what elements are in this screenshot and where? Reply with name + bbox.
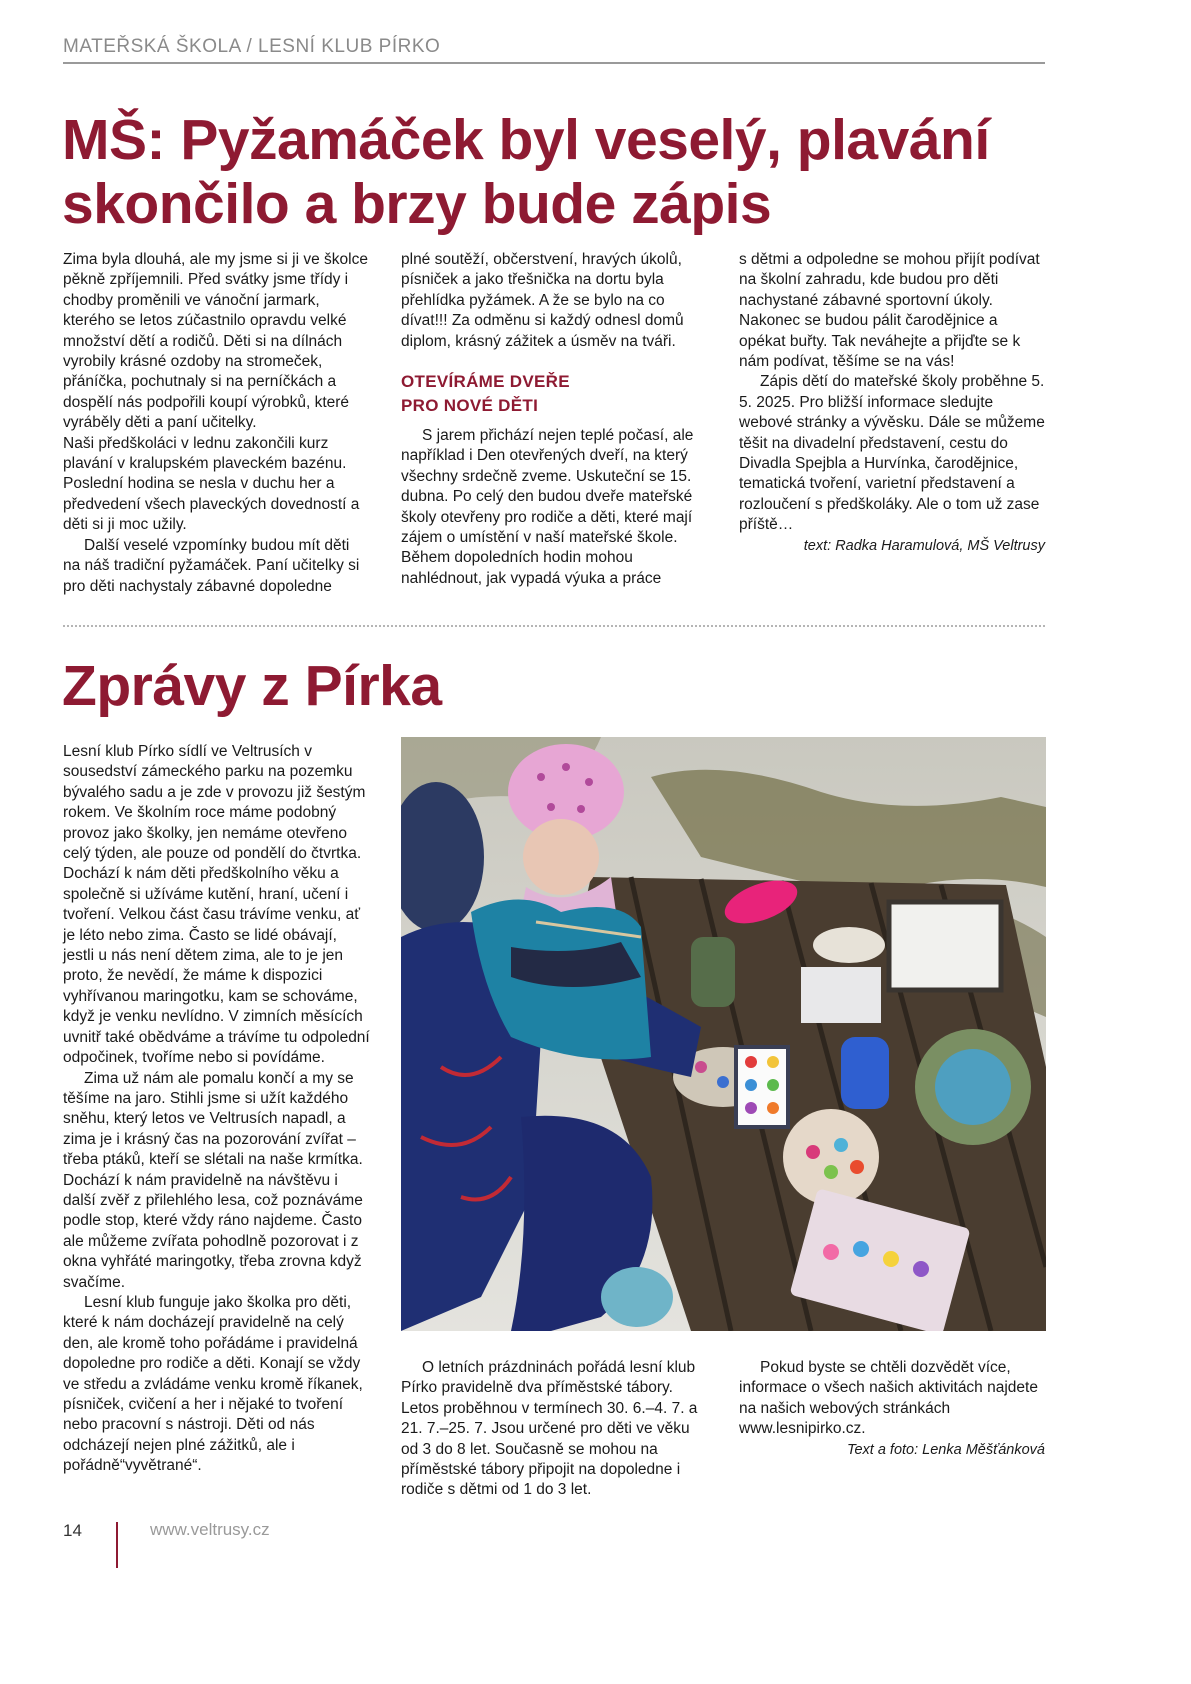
paragraph: Pokud byste se chtěli dozvědět více, informace o všech našich aktivitách najdete na našich webových stránkách www.lesnipirko.cz.	[739, 1359, 1038, 1438]
subheading: OTEVÍRÁME DVEŘE	[401, 372, 570, 392]
photo-children-painting	[401, 737, 1046, 1331]
article-column-2	[401, 1358, 706, 1501]
article-column-3	[739, 250, 1045, 556]
page-number: 14	[63, 1521, 82, 1540]
paragraph: Lesní klub funguje jako školka pro děti, které k nám docházejí pravidelně na celý den, ale kromě toho pořádáme i pravidelná dopoledne pro rodiče a děti. Konají se vždy ve středu a zvládáme venku kromě říkanek, písniček, cvičení a her i nějaké to tvoření nebo pracovní s nástroji. Děti od nás odcházejí nejen plné zážitků, ale i pořádně“vyvětrané“.	[63, 1293, 363, 1475]
article-column-3	[739, 1358, 1045, 1460]
paragraph: O letních prázdninách pořádá lesní klub Pírko pravidelně dva příměstské tábory. Letos proběhnou v termínech 30. 6.–4. 7. a 21. 7.–25. 7. Jsou určené pro děti ve věku od 3 do 8 let. Současně se mohou na příměstské tábory připojit na dopoledne i rodiče s dětmi od 1 do 3 let.	[401, 1359, 698, 1499]
subheading: PRO NOVÉ DĚTI	[401, 396, 539, 416]
paragraph: Další veselé vzpomínky budou mít děti na náš tradiční pyžamáček. Paní učitelky si pro děti nachystaly zábavné dopoledne	[63, 536, 360, 595]
section-label: MATEŘSKÁ ŠKOLA / LESNÍ KLUB PÍRKO	[63, 36, 441, 57]
paragraph: s dětmi a odpoledne se mohou přijít podívat na školní zahradu, kde budou pro děti nachystané zábavné sportovní úkoly. Nakonec se budou pálit čarodějnice a opékat buřty. Tak neváhejte a přijďte se k nám podívat, těšíme se na vás!	[739, 251, 1040, 371]
paragraph: Lesní klub Pírko sídlí ve Veltrusích v sousedství zámeckého parku na pozemku bývalého sadu a je zde v provozu již šestým rokem. Ve školním roce máme podobný provoz jako školky, jen nemáme otevřeno celý týden, ale pouze od pondělí do čtvrtka. Dochází k nám děti předškolního věku a společně si užíváme kutění, hraní, učení i tvoření. Velkou část času trávíme venku, ať je léto nebo zima. Často se lidé obávají, jestli u nás není dětem zima, ale to je jen proto, že nevědí, že máme k dispozici vyhřívanou maringotku, kam se schováme, když je venku nevlídno. V zimních měsících uvnitř také obědváme a trávíme tu odpolední odpočinek, tvoříme nebo si povídáme.	[63, 743, 370, 1067]
footer-url-link[interactable]: www.veltrusy.cz	[150, 1520, 270, 1539]
author-signature: Text a foto: Lenka Měšťánková	[846, 1441, 1045, 1458]
section-divider	[63, 625, 1045, 627]
article-column-2	[401, 250, 706, 589]
paragraph: Naši předškoláci v lednu zakončili kurz plavání v kralupském plaveckém bazénu. Poslední hodina se nesla v duchu her a předvedení všech plaveckých dovedností a děti si ji moc užily.	[63, 434, 360, 534]
article-title: Zprávy z Pírka	[62, 654, 442, 718]
paragraph: Zápis dětí do mateřské školy proběhne 5. 5. 2025. Pro bližší informace sledujte webové stránky a vývěsku. Dále se můžeme těšit na divadelní představení, cestu do Divadla Spejbla a Hurvínka, čarodějnice, tematická tvoření, varietní představení a rozloučení s předškoláky. Ale o tom už zase příště…	[739, 373, 1045, 534]
article-column-1	[63, 742, 371, 1477]
footer-divider	[116, 1522, 118, 1568]
header-rule	[63, 62, 1045, 64]
article-title: MŠ: Pyžamáček byl veselý, plavání skončilo a brzy bude zápis	[62, 108, 990, 236]
author-signature: text: Radka Haramulová, MŠ Veltrusy	[803, 537, 1045, 554]
paragraph: Zima už nám ale pomalu končí a my se těšíme na jaro. Stihli jsme si užít každého sněhu, který letos ve Veltrusích napadl, a zima je i krásný čas na pozorování zvířat – třeba ptáků, kteří se slétali na naše krmítka. Dochází k nám pravidelně na návštěvu i další zvěř z přilehlého lesa, což poznáváme podle stop, které vždy ráno najdeme. Často ale můžeme zvířata pohodlně pozorovat i z okna vyhřáté maringotky, třeba zrovna když svačíme.	[63, 1069, 363, 1291]
paragraph: plné soutěží, občerstvení, hravých úkolů, písniček a jako třešnička na dortu byla přehlídka pyžámek. A že se bylo na co dívat!!! Za odměnu si každý odnesl domů diplom, krásný zážitek a úsměv na tváři.	[401, 251, 684, 350]
paragraph: S jarem přichází nejen teplé počasí, ale například i Den otevřených dveří, na který všechny srdečně zveme. Uskuteční se 15. dubna. Po celý den budou dveře mateřské školy otevřeny pro rodiče a děti, které mají zájem o umístění v naší mateřské škole. Během dopoledních hodin mohou nahlédnout, jak vypadá výuka a práce	[401, 427, 694, 587]
article-column-1	[63, 250, 368, 597]
paragraph: Zima byla dlouhá, ale my jsme si ji ve školce pěkně zpříjemnili. Před svátky jsme třídy i chodby proměnili ve vánoční jarmark, kterého se letos zúčastnilo opravdu velké množství dětí a rodičů. Děti si na dílnách vyrobily krásné ozdoby na stromeček, přáníčka, pochutnaly si na perníčkách a dospělí nás podpořili koupí výrobků, které vyráběly děti a paní učitelky.	[63, 251, 368, 432]
